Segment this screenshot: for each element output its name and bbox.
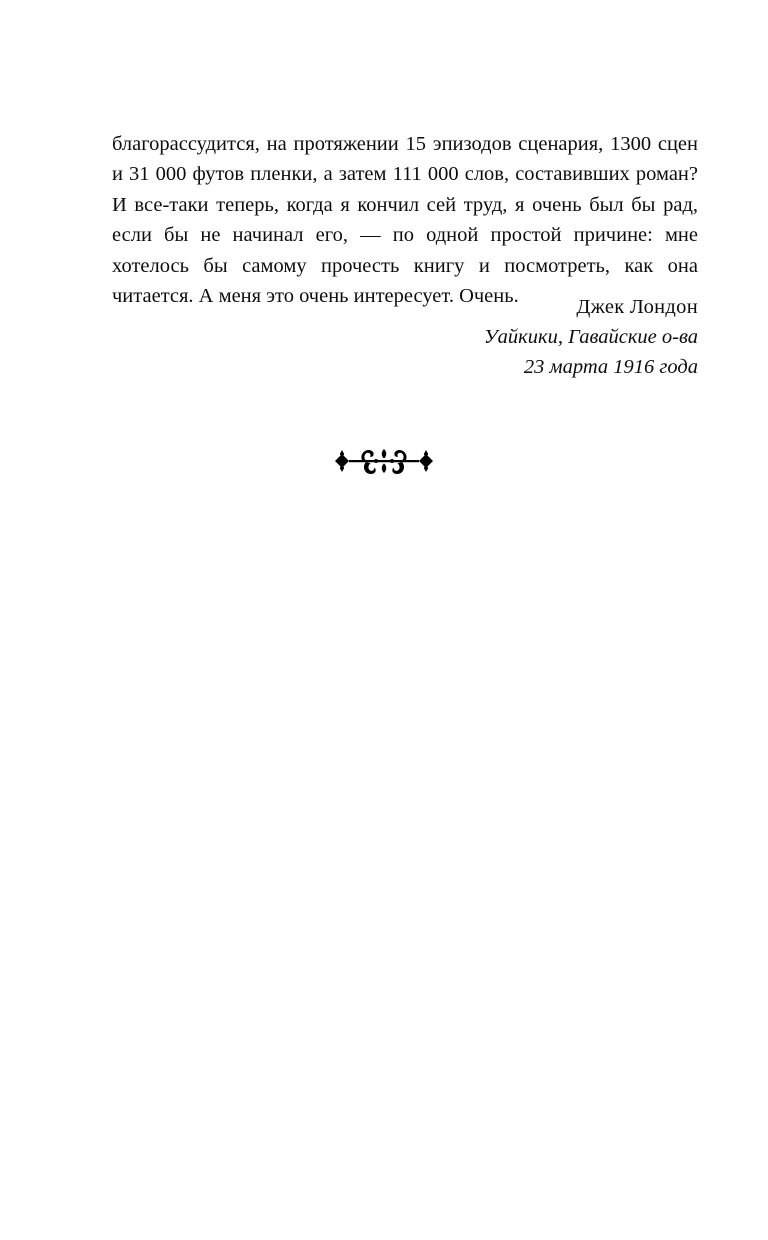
fleuron-icon [329, 438, 439, 484]
signature-place: Уайкики, Гавайские о-ва [483, 326, 698, 348]
signature-block [112, 292, 698, 382]
ornament-divider [0, 438, 768, 489]
body-paragraph: благорассудится, на протяжении 15 эпизодов сценария, 1300 сцен и 31 000 футов пленки, а затем 111 000 слов, составивших роман? И все-таки теперь, когда я кончил сей труд, я очень был бы рад, если бы не начинал его, — по одной простой причине: мне хотелось бы самому прочесть книгу и посмотреть, как она читается. А меня это очень интересует. Очень. [112, 132, 698, 307]
signature-author: Джек Лондон [576, 296, 698, 318]
signature-date: 23 марта 1916 года [523, 356, 698, 378]
